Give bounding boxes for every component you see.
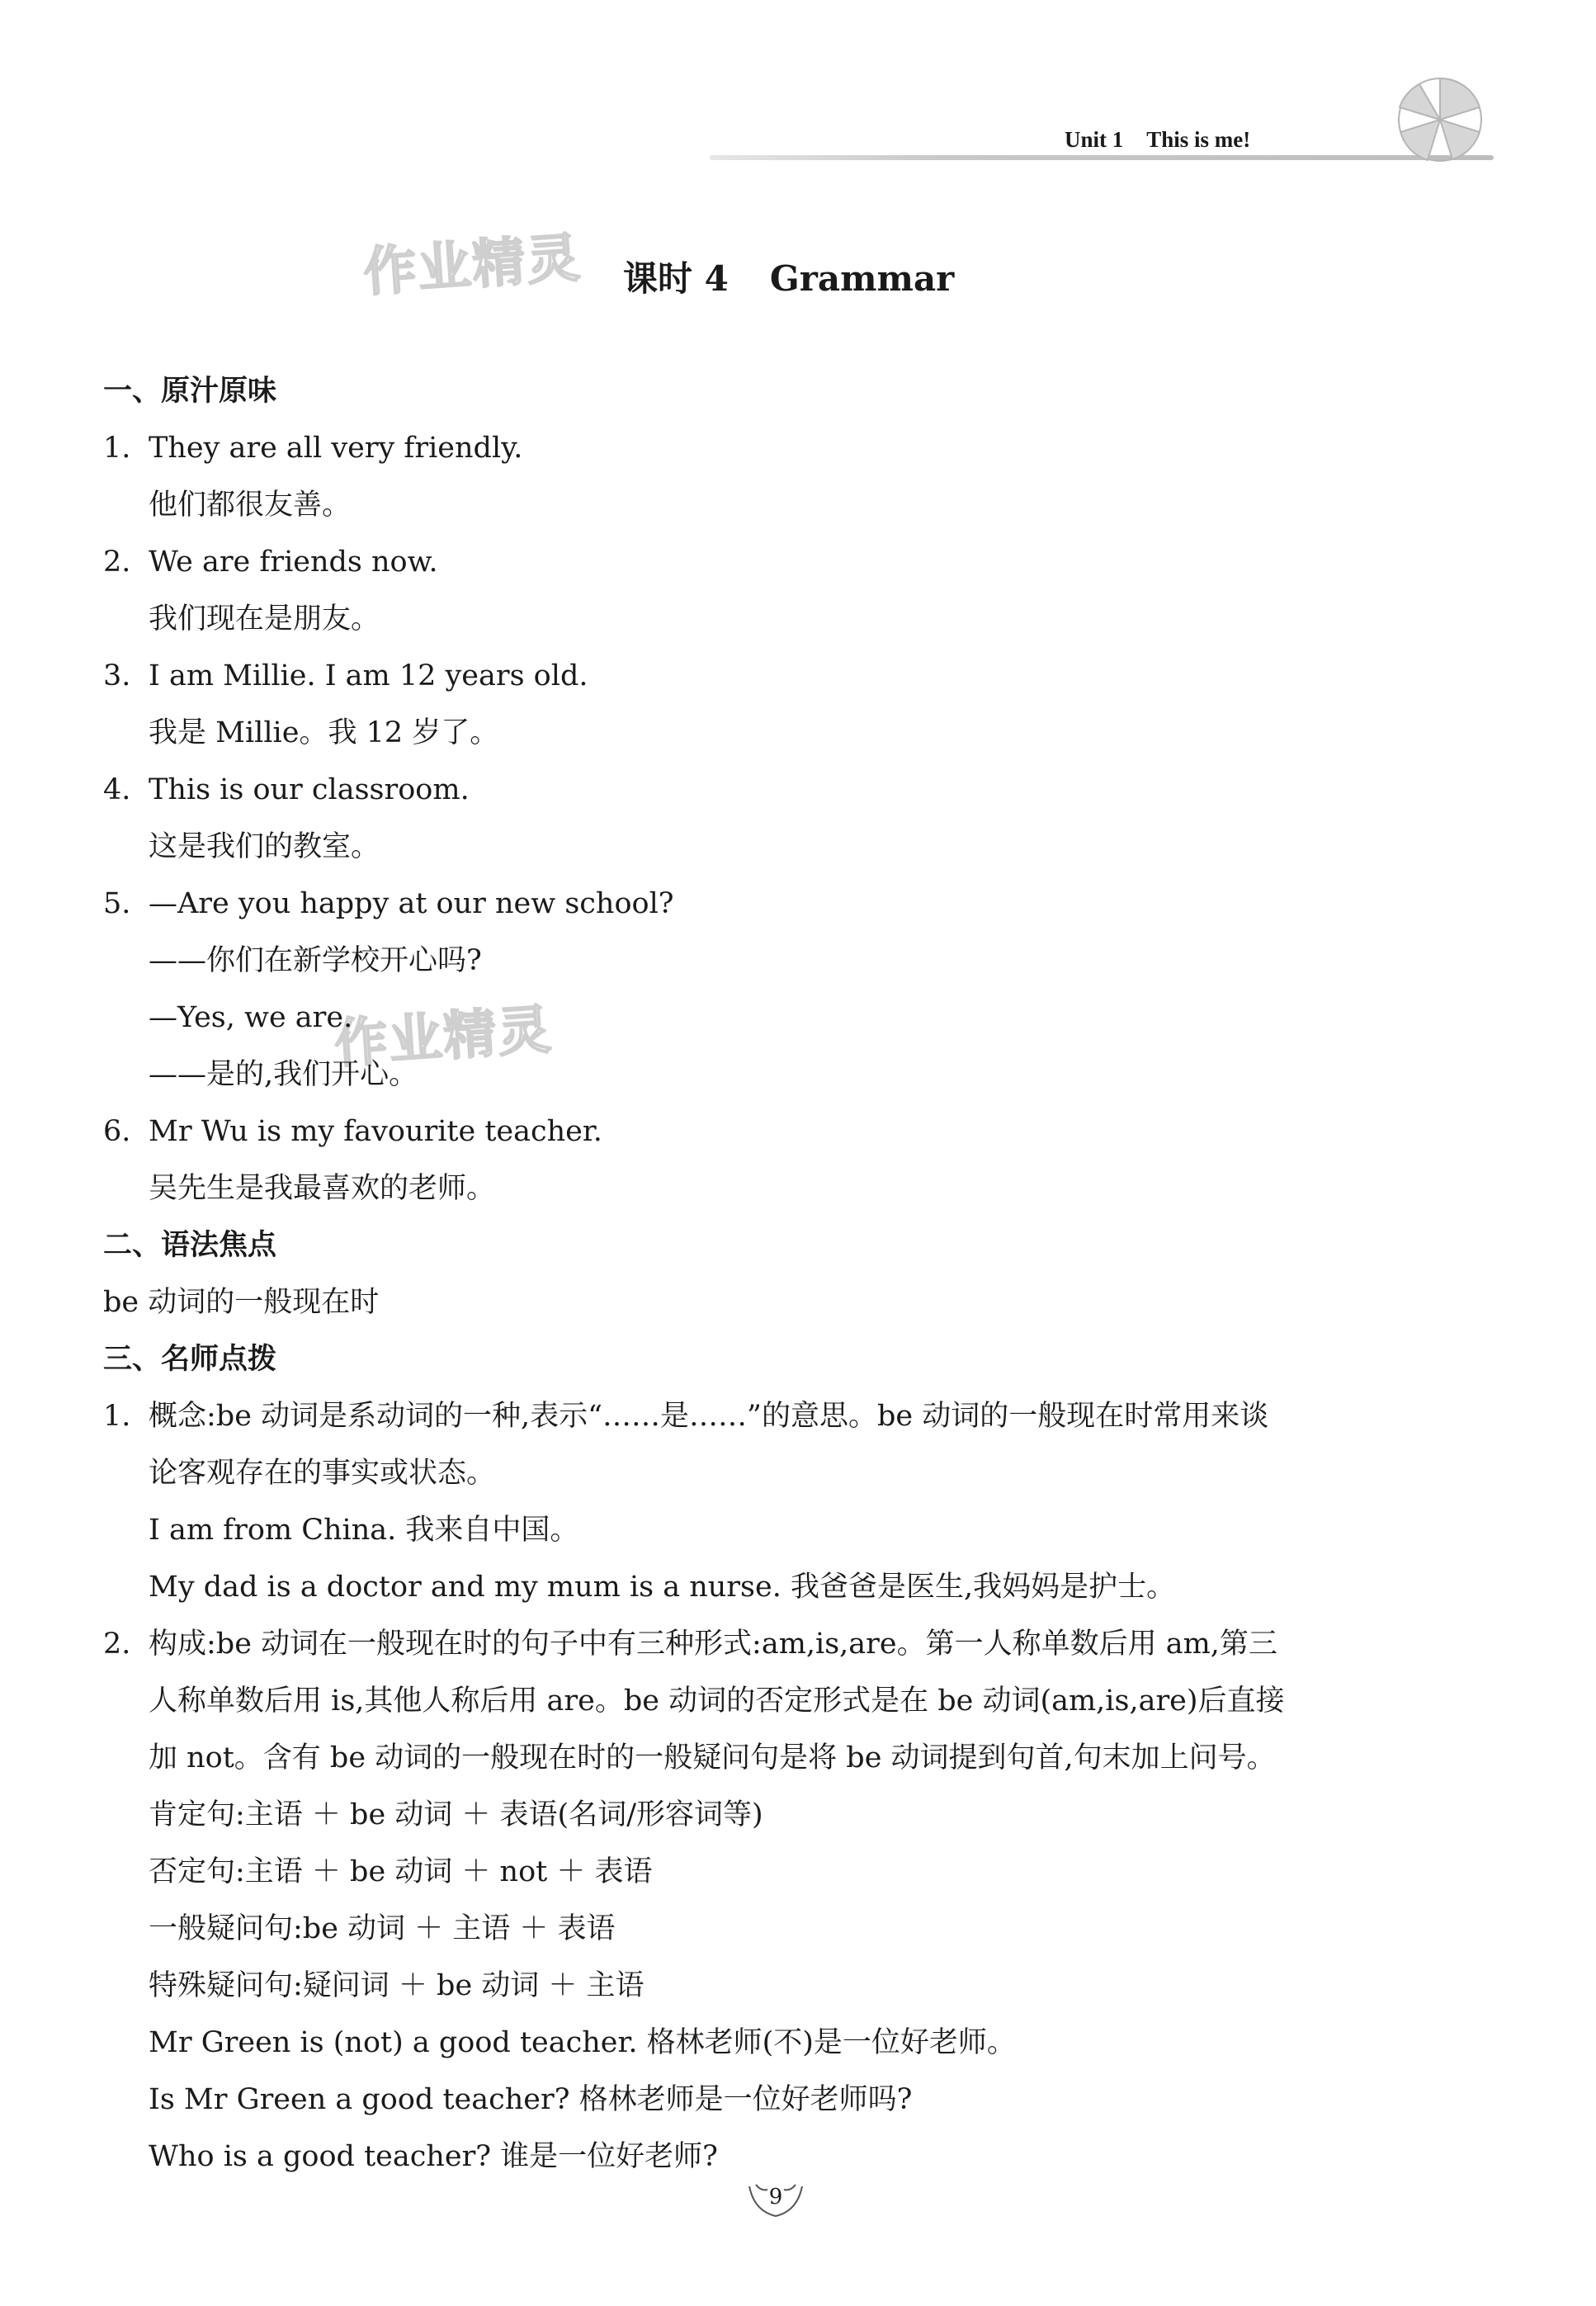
paragraph-line: 1. 概念:be 动词是系动词的一种,表示“……是……”的意思。be 动词的一般现在时常用来谈 (103, 1400, 1269, 1433)
list-item: 2. We are friends now. (103, 546, 438, 579)
list-item: 6. Mr Wu is my favourite teacher. (103, 1115, 602, 1148)
list-item: 5. —Are you happy at our new school? (103, 887, 674, 920)
translation: 吴先生是我最喜欢的老师。 (149, 1172, 496, 1205)
fan-decoration-icon (1395, 74, 1485, 165)
example-sentence: My dad is a doctor and my mum is a nurse. 我爸爸是医生,我妈妈是护士。 (149, 1571, 1176, 1604)
translation: 我是 Millie。我 12 岁了。 (149, 716, 499, 749)
paragraph-line: 2. 构成:be 动词在一般现在时的句子中有三种形式:am,is,are。第一人称单数后用 am,第三 (103, 1628, 1277, 1661)
page-footer (743, 2175, 809, 2224)
lesson-label: 课时 4 (623, 258, 729, 299)
formula: 一般疑问句:be 动词 ＋ 主语 ＋ 表语 (149, 1912, 616, 1945)
translation: 这是我们的教室。 (149, 830, 380, 863)
list-item: 3. I am Millie. I am 12 years old. (103, 659, 588, 692)
formula: 否定句:主语 ＋ be 动词 ＋ not ＋ 表语 (149, 1855, 653, 1888)
example-sentence: Is Mr Green a good teacher? 格林老师是一位好老师吗? (149, 2083, 913, 2116)
watermark-top: 作业精灵 (361, 227, 583, 305)
translation: ——是的,我们开心。 (149, 1058, 418, 1091)
list-item: 1. They are all very friendly. (103, 432, 523, 465)
paragraph-line: 论客观存在的事实或状态。 (149, 1457, 496, 1490)
example-sentence: Who is a good teacher? 谁是一位好老师? (149, 2140, 718, 2173)
header-unit: Unit 1 (1065, 127, 1124, 152)
section-heading-2: 二、语法焦点 (103, 1229, 277, 1262)
formula: 肯定句:主语 ＋ be 动词 ＋ 表语(名词/形容词等) (149, 1798, 763, 1831)
lesson-name: Grammar (769, 258, 955, 299)
header-rule (710, 155, 1494, 160)
page-content (103, 363, 1457, 2186)
paragraph-line: 加 not。含有 be 动词的一般现在时的一般疑问句是将 be 动词提到句首,句末加上问号。 (149, 1741, 1276, 1774)
paragraph-line: 人称单数后用 is,其他人称后用 are。be 动词的否定形式是在 be 动词(am,is,are)后直接 (149, 1685, 1285, 1718)
translation: ——你们在新学校开心吗? (149, 944, 482, 977)
formula: 特殊疑问句:疑问词 ＋ be 动词 ＋ 主语 (149, 1969, 645, 2002)
lesson-title (623, 252, 954, 301)
translation: 他们都很友善。 (149, 489, 352, 522)
header-text (1065, 127, 1273, 153)
watermark-middle: 作业精灵 (333, 999, 555, 1076)
grammar-focus: be 动词的一般现在时 (103, 1286, 380, 1319)
running-header (677, 74, 1494, 173)
page-number: 9 (768, 2185, 783, 2209)
section-heading-3: 三、名师点拨 (103, 1343, 277, 1376)
example-sentence: Mr Green is (not) a good teacher. 格林老师(不)是一位好老师。 (149, 2026, 1016, 2059)
header-title: This is me! (1146, 127, 1251, 152)
example-sentence: I am from China. 我来自中国。 (149, 1514, 579, 1547)
translation: 我们现在是朋友。 (149, 602, 380, 636)
list-item: 4. This is our classroom. (103, 773, 470, 806)
dialogue-reply: —Yes, we are. (149, 1001, 353, 1034)
section-heading-1: 一、原汁原味 (103, 375, 277, 408)
